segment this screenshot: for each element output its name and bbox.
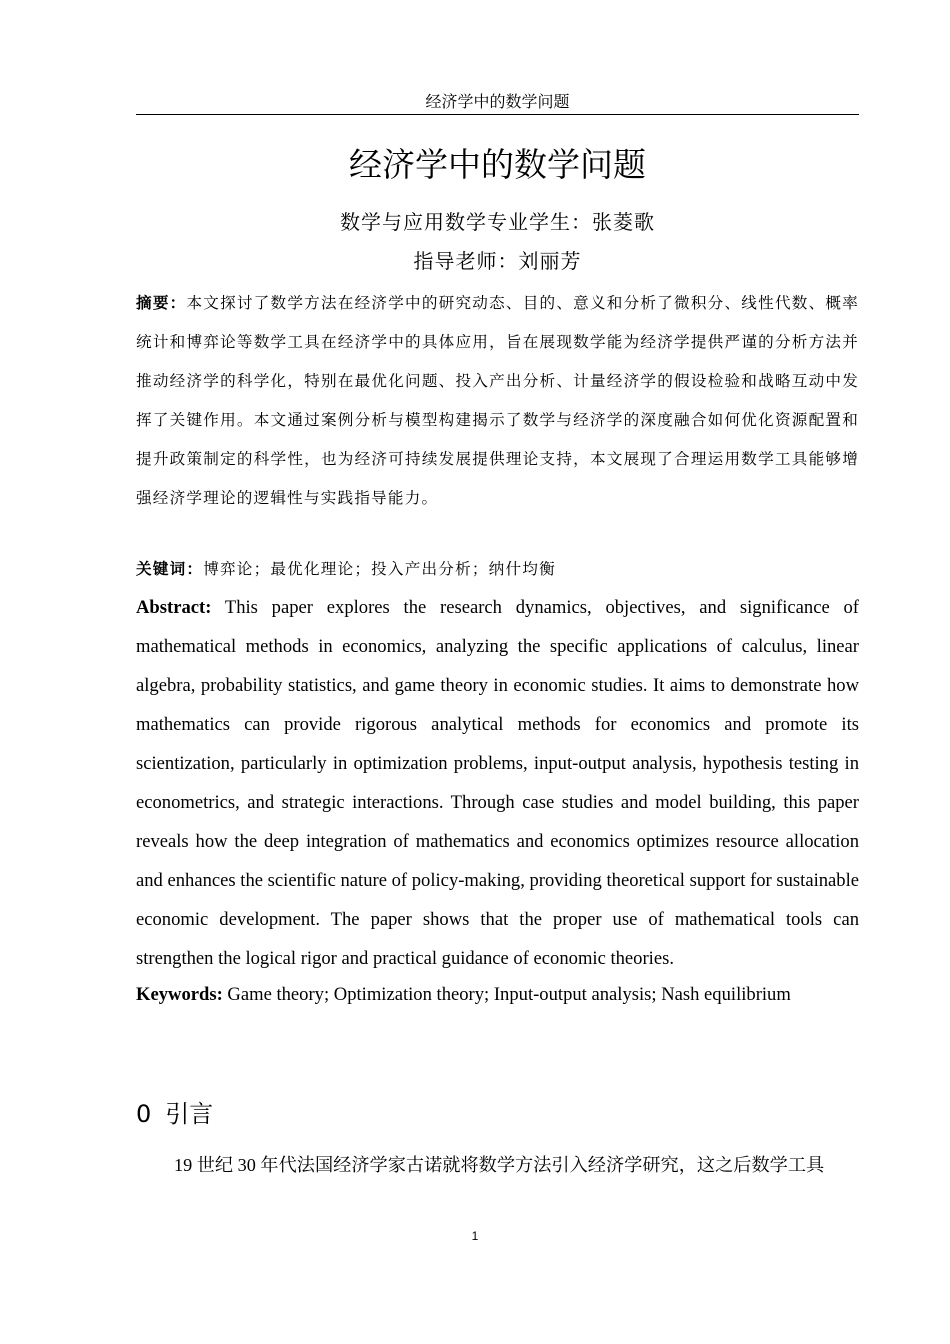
chinese-abstract (136, 283, 859, 518)
english-abstract (136, 588, 859, 978)
chinese-keywords (136, 552, 859, 586)
page-number: 1 (471, 1229, 479, 1243)
english-keywords-text: Game theory; Optimization theory; Input-output analysis; Nash equilibrium (227, 984, 791, 1005)
chinese-abstract-label: 摘要： (136, 293, 187, 312)
student-author-line: 数学与应用数学专业学生：张菱歌 (340, 210, 655, 234)
english-abstract-label: Abstract: (136, 597, 212, 618)
english-keywords (136, 978, 859, 1012)
section-number: 0 (136, 1100, 152, 1128)
chinese-keywords-text: 博弈论；最优化理论；投入产出分析；纳什均衡 (203, 560, 556, 578)
introduction-paragraph: 19 世纪 30 年代法国经济学家古诺就将数学方法引入经济学研究，这之后数学工具 (174, 1155, 825, 1175)
running-header: 经济学中的数学问题 (136, 92, 859, 115)
english-abstract-text: This paper explores the research dynamics, objectives, and significance of mathematical methods in economics, analyzing the specific applications of calculus, linear algebra, probability statistics, and game theory in economic studies. It aims to demonstrate how mathematics can provide rigorous analytical methods for economics and promote its scientization, particularly in optimization problems, input-output analysis, hypothesis testing in econometrics, and strategic interactions. Through case studies and model building, this paper reveals how the deep integration of mathematics and economics optimizes resource allocation and enhances the scientific nature of policy-making, providing theoretical support for sustainable economic development. The paper shows that the proper use of mathematical tools can strengthen the logical rigor and practical guidance of economic theories. (136, 597, 860, 969)
english-keywords-label: Keywords: (136, 984, 223, 1005)
advisor-line: 指导老师：刘丽芳 (413, 249, 582, 273)
chinese-abstract-text: 本文探讨了数学方法在经济学中的研究动态、目的、意义和分析了微积分、线性代数、概率统计和博弈论等数学工具在经济学中的具体应用，旨在展现数学能为经济学提供严谨的分析方法并推动经济学的科学化，特别在最优化问题、投入产出分析、计量经济学的假设检验和战略互动中发挥了关键作用。本文通过案例分析与模型构建揭示了数学与经济学的深度融合如何优化资源配置和提升政策制定的科学性，也为经济可持续发展提供理论支持，本文展现了合理运用数学工具能够增强经济学理论的逻辑性与实践指导能力。 (136, 294, 859, 507)
chinese-keywords-label: 关键词： (136, 559, 204, 578)
paper-title: 经济学中的数学问题 (349, 145, 646, 184)
section-heading-introduction (136, 1094, 213, 1134)
section-title: 引言 (165, 1100, 214, 1128)
